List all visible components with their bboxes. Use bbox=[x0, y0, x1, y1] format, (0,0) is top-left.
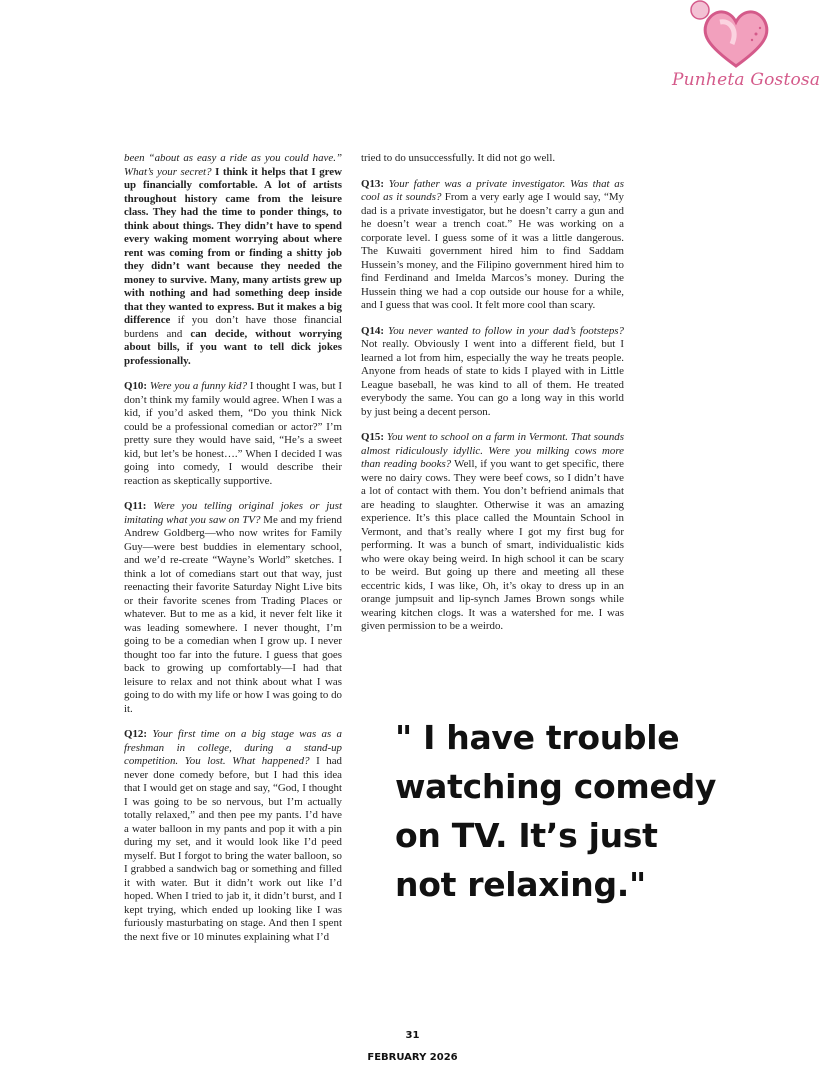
q12-number: Q12: bbox=[124, 728, 147, 740]
q13-paragraph bbox=[361, 178, 624, 313]
pull-quote: " I have trouble watching comedy on TV. It’s just not relaxing." bbox=[395, 718, 717, 904]
q11-number: Q11: bbox=[124, 500, 147, 512]
intro-answer-bold: I think it helps that I grew up financially comfortable. A lot of artists throughout history came from the leisure class. They had the time to ponder things, to think about things. They didn’t have to spend every waking moment worrying about where rent was coming from or finding a shitty job they didn’t want because they needed the money to survive. Many, many artists grew up with nothing and had something deep inside that they wanted to express. But it makes a big difference bbox=[124, 165, 342, 326]
intro-question: been “about as easy a ride as you could have.” What’s your secret? bbox=[124, 152, 342, 178]
issue-date: FEBRUARY 2026 bbox=[367, 1052, 458, 1063]
q15-number: Q15: bbox=[361, 431, 384, 443]
q10-number: Q10: bbox=[124, 380, 147, 392]
intro-answer-plain: if you don’t have those financial burdens and bbox=[124, 314, 342, 340]
q10-paragraph bbox=[124, 380, 342, 488]
q11-answer: Me and my friend Andrew Goldberg—who now writes for Family Guy—were best buddies in elementary school, and we’d re-create “Wayne’s World” sketches. I think a lot of comedians start out that way, just reenacting their favorite Saturday Night Live bits or their favorite scenes from Trading Places or whatever. But to me as a kid, it never felt like it was leading somewhere. I never thought, I’m going to be a comedian when I grow up. I never thought too far into the future. I guess that goes back to growing up comfortably—I had that leisure to relax and not think about what I was going to do with my life or how I was going to do it. bbox=[124, 513, 342, 715]
heart-icon bbox=[686, 0, 786, 70]
q15-answer: Well, if you want to get specific, there were no dairy cows. They were beef cows, so I didn’t have a lot of contact with them. You don’t befriend animals that are heading to slaughter. Otherwise it was an amazing experience. It’s this place called the Mountain School in Vermont, and that’s really where I got my first bug for performing. It was a bunch of smart, individualistic kids who were okay being weird. In high school it can be scary to be weird. But going up there and meeting all these eccentric kids, I was like, Oh, it’s okay to dress up in an orange jumpsuit and lip-synch James Brown songs while wearing kitchen clogs. It was a watershed for me. I was given permission to be a weirdo. bbox=[361, 458, 625, 632]
q14-paragraph bbox=[361, 325, 624, 420]
q15-paragraph bbox=[361, 431, 624, 634]
intro-paragraph bbox=[124, 152, 342, 368]
logo-text: Punheta Gostosa bbox=[672, 70, 821, 90]
q14-answer: Not really. Obviously I went into a different field, but I learned a lot from him, especially the way he treats people. Anyone from heads of state to kids I played with in Little League baseball, he was kind to all of them. He treated everybody the same. You can go a long way in this world by just being a decent person. bbox=[361, 338, 624, 418]
q11-question: Were you telling original jokes or just imitating what you saw on TV? bbox=[124, 500, 342, 526]
q14-question: You never wanted to follow in your dad’s footsteps? bbox=[388, 324, 624, 337]
q11-paragraph bbox=[124, 500, 342, 716]
q15-question: You went to school on a farm in Vermont. That sounds almost ridiculously idyllic. Were you milking cows more than reading books? bbox=[361, 431, 624, 470]
q13-question: Your father was a private investigator. Was that as cool as it sounds? bbox=[361, 177, 624, 203]
page-number: 31 bbox=[405, 1030, 420, 1041]
intro-answer-bold-2: can decide, without worrying about bills, if you want to tell dick jokes professionally. bbox=[124, 327, 342, 367]
q14-number: Q14: bbox=[361, 324, 384, 337]
site-logo[interactable] bbox=[668, 0, 825, 100]
left-column bbox=[124, 152, 342, 956]
continuation-paragraph: tried to do unsuccessfully. It did not go well. bbox=[361, 152, 556, 164]
q12-paragraph bbox=[124, 728, 342, 944]
q10-question: Were you a funny kid? bbox=[149, 380, 248, 392]
q10-answer: I thought I was, but I don’t think my family would agree. When I was a kid, if you’d asked them, “Do you think Nick could be a professional comedian or actor?” I’m pretty sure they would have said, “He’s a sweet kid, but let’s be honest….” When I decided I was going into comedy, I would describe their reaction as skeptically supportive. bbox=[124, 380, 342, 487]
q13-answer: From a very early age I would say, “My dad is a private investigator, but he doesn’t carry a gun and he doesn’t wear a trench coat.” He was working on a corporate level. I guess some of it was a little dangerous. The Kuwaiti government hired him to find Saddam Hussein’s money, and the Filipino government hired him to find Ferdinand and Imelda Marcos’s money. During the Hussein thing we had a cop outside our house for a while, and I guess that was cool. It felt more cool than scary. bbox=[361, 191, 624, 311]
right-column bbox=[361, 152, 624, 646]
q12-question: Your first time on a big stage was as a freshman in college, during a stand-up competition. You lost. What happened? bbox=[124, 728, 342, 767]
q13-number: Q13: bbox=[361, 177, 384, 190]
q12-answer: I had never done comedy before, but I had this idea that I would get on stage and say, “God, I thought I was going to be so nervous, but I’m actually totally relaxed,” and then pee my pants. I’d have a water balloon in my pants and pop it with a pin during my set, and it would look like I’d peed myself. But I forgot to bring the water balloon, so I grabbed a sandwich bag or something and filled it with water. But it didn’t work out like I’d hoped. When I tried to jab it, it didn’t burst, and I kept trying, which ended up looking like I was furiously masturbating on stage. And then I spent the next five or 10 minutes explaining what I’d bbox=[124, 755, 342, 943]
